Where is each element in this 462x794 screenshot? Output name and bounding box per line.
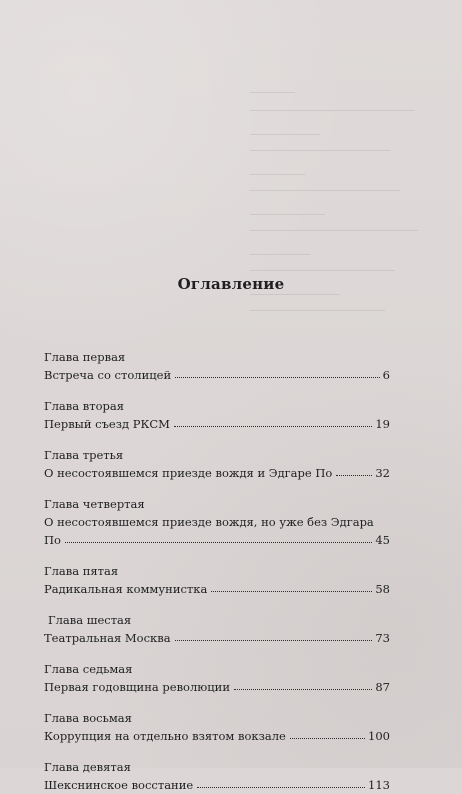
- chapter-title-line: [44, 580, 390, 598]
- chapter-label: Глава седьмая: [44, 662, 133, 676]
- page-number: 100: [368, 729, 390, 743]
- chapter-title-line: [44, 629, 390, 647]
- dot-leader: [174, 426, 372, 427]
- chapter-title-line: [44, 415, 390, 433]
- chapter-label: Глава восьмая: [44, 711, 132, 725]
- dot-leader: [234, 689, 372, 690]
- page-number: 19: [375, 417, 390, 431]
- dot-leader: [175, 377, 380, 378]
- table-of-contents-title: Оглавление: [177, 275, 285, 293]
- chapter-label: Глава пятая: [44, 564, 119, 578]
- chapter-label: Глава шестая: [48, 613, 132, 627]
- dot-leader: [65, 542, 372, 543]
- chapter-label: Глава девятая: [44, 760, 131, 774]
- dot-leader: [290, 738, 365, 739]
- dot-leader: [336, 475, 372, 476]
- chapter-entry[interactable]: [44, 709, 390, 745]
- chapter-title: Встреча со столицей: [44, 368, 172, 382]
- chapter-entry[interactable]: [44, 397, 390, 433]
- chapter-entry[interactable]: [44, 611, 390, 647]
- dot-leader: [197, 787, 365, 788]
- chapter-title: Радикальная коммунистка: [44, 582, 208, 596]
- page-number: 73: [375, 631, 390, 645]
- chapter-entry[interactable]: [44, 495, 390, 549]
- dot-leader: [211, 591, 372, 592]
- page-number: 58: [375, 582, 390, 596]
- chapter-label: Глава третья: [44, 448, 124, 462]
- chapter-title: О несостоявшемся приезде вождя и Эдгаре По: [44, 466, 333, 480]
- chapter-title-line: [44, 366, 390, 384]
- chapter-entry[interactable]: [44, 348, 390, 384]
- chapter-title-line: [44, 464, 390, 482]
- chapter-title: Коррупция на отдельно взятом вокзале: [44, 729, 286, 743]
- chapter-entry[interactable]: [44, 562, 390, 598]
- chapter-entry[interactable]: [44, 758, 390, 794]
- chapter-title: Театральная Москва: [44, 631, 171, 645]
- table-of-contents: [44, 348, 390, 794]
- page-number: 45: [375, 533, 390, 547]
- page-number: 6: [382, 368, 390, 382]
- show-through-text: [250, 92, 425, 332]
- page-number: 87: [375, 680, 390, 694]
- chapter-title: Первый съезд РКСМ: [44, 417, 170, 431]
- chapter-title-line-2: По: [44, 533, 61, 547]
- chapter-title-line: [44, 531, 390, 549]
- chapter-title: Шекснинское восстание: [44, 778, 194, 792]
- chapter-label: Глава четвертая: [44, 497, 145, 511]
- page-number: 113: [368, 778, 390, 792]
- chapter-entry[interactable]: [44, 660, 390, 696]
- chapter-title-line-1: О несостоявшемся приезде вождя, но уже без Эдгара: [44, 515, 374, 529]
- chapter-title-line: [44, 776, 390, 794]
- chapter-label: Глава вторая: [44, 399, 124, 413]
- page-number: 32: [375, 466, 390, 480]
- chapter-entry[interactable]: [44, 446, 390, 482]
- chapter-title-line: [44, 727, 390, 745]
- chapter-title-line: [44, 678, 390, 696]
- chapter-title: Первая годовщина революции: [44, 680, 231, 694]
- dot-leader: [175, 640, 373, 641]
- chapter-label: Глава первая: [44, 350, 126, 364]
